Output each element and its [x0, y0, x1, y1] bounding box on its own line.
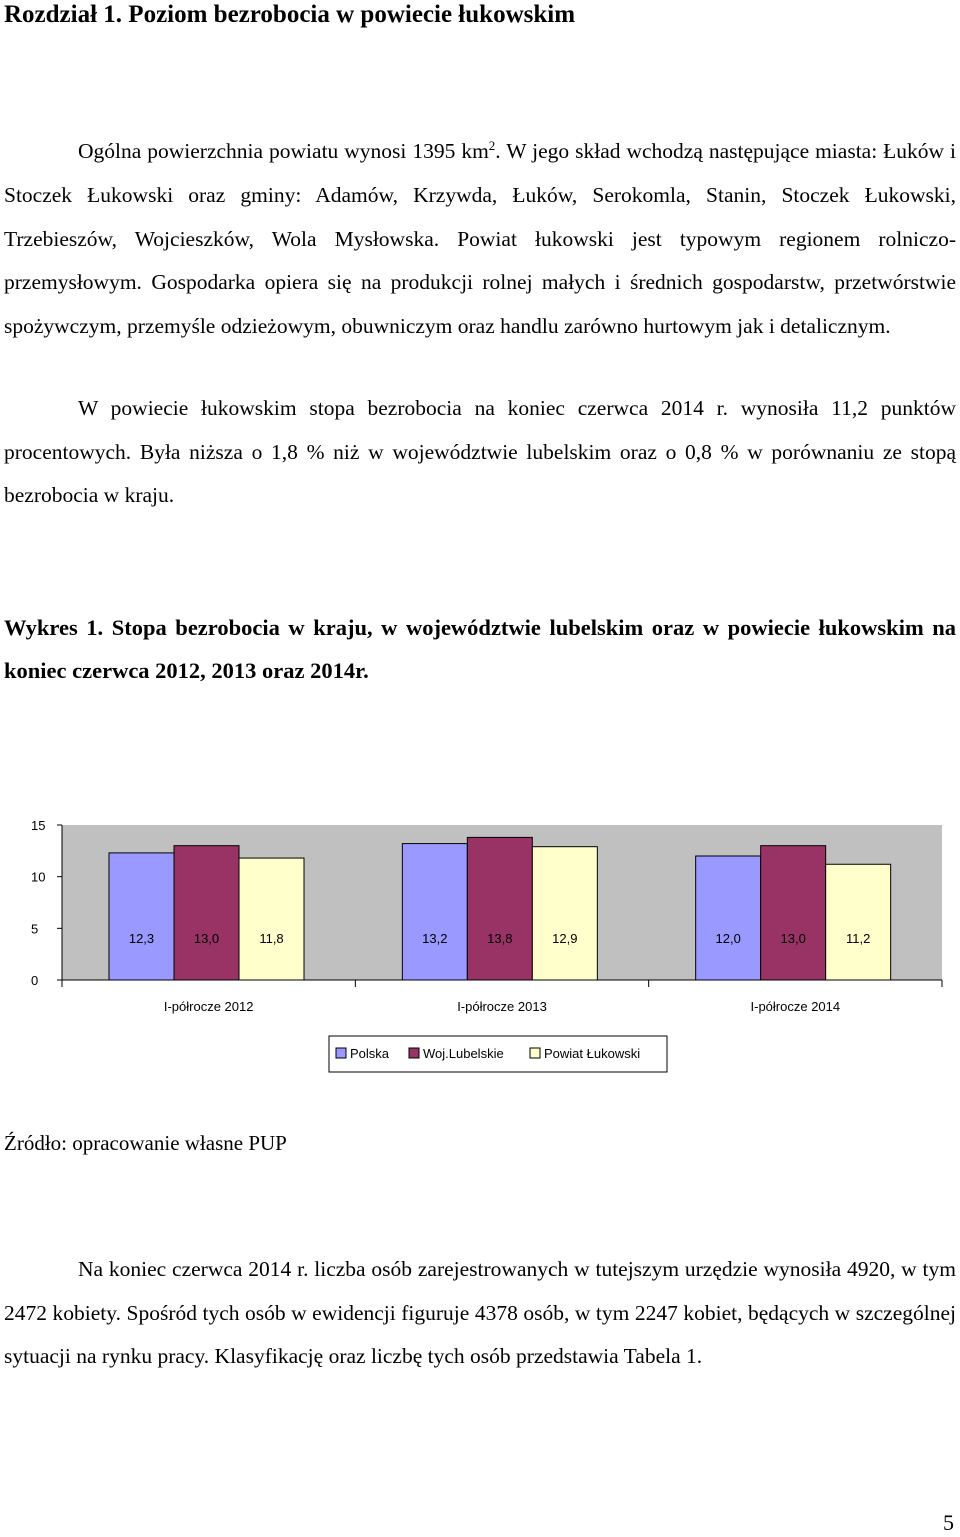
y-tick-label: 10	[31, 869, 46, 885]
value-label: 12,9	[552, 931, 578, 946]
chapter-heading: Rozdział 1. Poziom bezrobocia w powiecie łukowskim	[4, 1, 576, 28]
legend	[329, 1036, 667, 1072]
unemployment-bar-chart	[0, 800, 960, 1090]
bar-powiat-ukowski-2	[532, 847, 597, 980]
superscript-2: 2	[488, 138, 496, 153]
legend-label: Polska	[350, 1046, 390, 1061]
y-tick-label: 5	[31, 921, 39, 937]
bar-polska-2	[402, 844, 467, 980]
legend-swatch	[409, 1048, 419, 1058]
legend-label: Powiat Łukowski	[544, 1046, 641, 1061]
value-label: 12,3	[128, 931, 155, 946]
y-tick-label: 0	[31, 973, 39, 988]
paragraph-area-description	[4, 124, 956, 349]
paragraph-rest: . W jego skład wchodzą następujące miasta: Łuków i Stoczek Łukowski oraz gminy: Adamów, Krzywda, Łuków, Serokomla, Stanin, Stoczek Łukowski, Trzebieszów, Wojcieszków, Wola Mysłowska. Powiat łukowski jest typowym regionem rolniczo-przemysłowym. Gospodarka opiera się na produkcji rolnej małych i średnich gospodarstw, przetwórstwie spożywczym, przemyśle odzieżowym, obuwniczym oraz handlu zarówno hurtowym jak i detalicznym.	[4, 139, 956, 338]
bar-group	[109, 837, 891, 980]
chart-caption: Wykres 1. Stopa bezrobocia w kraju, w województwie lubelskim oraz w powiecie łukowskim na koniec czerwca 2012, 2013 oraz 2014r.	[4, 615, 956, 683]
legend-swatch	[336, 1048, 346, 1058]
y-tick-label: 15	[31, 818, 46, 833]
value-label: 13,0	[193, 931, 220, 946]
paragraph-unemployment-rate	[4, 387, 956, 518]
source-note: Źródło: opracowanie własne PUP	[4, 1131, 287, 1155]
y-tick-group	[31, 818, 62, 988]
bar-woj-lubelskie-3	[761, 846, 826, 980]
value-label: 12,0	[715, 931, 741, 946]
x-tick-group	[62, 980, 942, 1014]
bar-woj-lubelskie-1	[174, 846, 239, 980]
bar-powiat-ukowski-1	[239, 858, 304, 980]
paragraph-registered-text: Na koniec czerwca 2014 r. liczba osób zarejestrowanych w tutejszym urzędzie wynosiła 4920, w tym 2472 kobiety. Spośród tych osób w ewidencji figuruje 4378 osób, w tym 2247 kobiet, będących w szczególnej sytuacji na rynku pracy. Klasyfikację oraz liczbę tych osób przedstawia Tabela 1.	[4, 1257, 956, 1369]
paragraph-registered	[4, 1248, 956, 1379]
value-label: 13,8	[487, 931, 513, 946]
value-label: 13,0	[780, 931, 806, 946]
bar-polska-3	[696, 856, 761, 980]
legend-label: Woj.Lubelskie	[423, 1046, 504, 1061]
x-tick-label: I-półrocze 2014	[750, 999, 841, 1014]
x-tick-label: I-półrocze 2013	[457, 999, 547, 1014]
value-label: 11,2	[845, 931, 871, 946]
paragraph-unemployment-text: W powiecie łukowskim stopa bezrobocia na koniec czerwca 2014 r. wynosiła 11,2 punktów procentowych. Była niższa o 1,8 % niż w województwie lubelskim oraz o 0,8 % w porównaniu ze stopą bezrobocia w kraju.	[4, 396, 956, 508]
value-label: 11,8	[259, 931, 284, 946]
bar-polska-1	[109, 853, 174, 980]
bar-powiat-ukowski-3	[826, 864, 891, 980]
legend-swatch	[530, 1048, 540, 1058]
page-number: 5	[943, 1510, 954, 1535]
bar-woj-lubelskie-2	[467, 837, 532, 980]
value-label: 13,2	[422, 931, 448, 946]
x-tick-label: I-półrocze 2012	[163, 999, 254, 1014]
paragraph-lead: Ogólna powierzchnia powiatu wynosi 1395 km	[78, 139, 489, 164]
